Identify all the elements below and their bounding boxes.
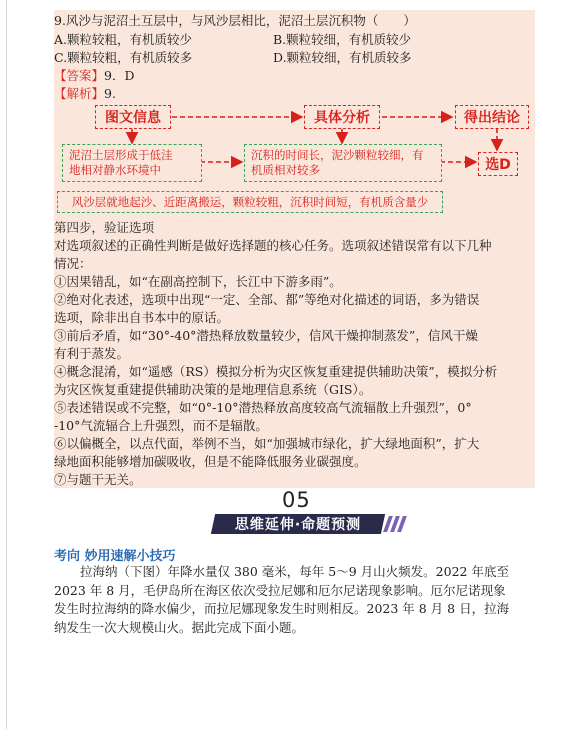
diagram-info-box bbox=[62, 144, 202, 182]
diagram-analysis-line1: 沉积的时间长，泥沙颗粒较细，有 bbox=[251, 148, 424, 162]
diagram-info-line1: 泥沼土层形成于低洼 bbox=[69, 148, 173, 162]
step4-line: ①因果错乱，如“在副高控制下，长江中下游多雨”。 bbox=[54, 274, 342, 289]
answer-tag: 【答案】 bbox=[54, 68, 105, 83]
analysis-tag: 【解析】 bbox=[54, 86, 105, 101]
diagram-bottom-note: 风沙层就地起沙、近距离搬运，颗粒较粗，沉积时间短，有机质含量少 bbox=[57, 191, 443, 213]
step4-line: ⑦与题干无关。 bbox=[54, 472, 142, 487]
section-title: 思维延伸·命题预测 bbox=[234, 517, 362, 533]
step4-line: 对选项叙述的正确性判断是做好选择题的核心任务。选项叙述错误常有以下几种 bbox=[54, 238, 492, 253]
option-d: D.颗粒较细，有机质较多 bbox=[273, 50, 412, 65]
diagram-analysis-line2: 机质相对较多 bbox=[251, 163, 320, 177]
step4-line: ④概念混淆，如“遥感（RS）模拟分析为灾区恢复重建提供辅助决策”，模拟分析 bbox=[54, 364, 498, 379]
step4-line: ②绝对化表述，选项中出现“一定、全部、都”等绝对化描述的词语，多为错误 bbox=[54, 292, 480, 307]
analysis-value: 9. bbox=[104, 86, 116, 101]
option-a: A.颗粒较粗，有机质较少 bbox=[54, 32, 193, 47]
step4-line: ⑥以偏概全，以点代面，举例不当，如“加强城市绿化，扩大绿地面积”，扩大 bbox=[54, 436, 480, 451]
intro-paragraph bbox=[54, 563, 535, 637]
option-b: B.颗粒较细，有机质较少 bbox=[273, 32, 412, 47]
option-c: C.颗粒较粗，有机质较多 bbox=[54, 50, 193, 65]
step4-title: 第四步，验证选项 bbox=[54, 220, 155, 235]
step4-line: 情况： bbox=[54, 256, 92, 271]
step4-line: ③前后矛盾，如“30°-40°潜热释放数量较少，信风干燥抑制蒸发”，信风干燥 bbox=[54, 328, 478, 343]
paragraph-line: 纳发生一次大规模山火。据此完成下面小题。 bbox=[54, 619, 305, 635]
diagram-conclusion-box: 选D bbox=[478, 152, 518, 176]
paragraph-line: 2023 年 8 月，毛伊岛所在海区依次受拉尼娜和厄尔尼诺现象影响。厄尔尼诺现象 bbox=[54, 582, 506, 598]
step4-line: 为灾区恢复重建提供辅助决策的是地理信息系统（GIS）。 bbox=[54, 382, 372, 397]
diagram-head-conclusion: 得出结论 bbox=[455, 105, 529, 129]
answer-value: 9．D bbox=[104, 68, 135, 83]
step4-line: 绿地面积能够增加碳吸收，但是不能降低服务业碳强度。 bbox=[54, 454, 367, 469]
diagram-head-info: 图文信息 bbox=[95, 105, 171, 129]
kaoxiang-heading: 考向 妙用速解小技巧 bbox=[54, 549, 176, 564]
paragraph-line: 发生时拉海纳的降水偏少，而拉尼娜现象发生时则相反。2023 年 8 月 8 日，拉海 bbox=[54, 601, 510, 617]
diagram-head-analysis: 具体分析 bbox=[304, 105, 380, 129]
paragraph-line: 拉海纳（下图）年降水量仅 380 毫米，每年 5～9 月山火频发。2022 年底至 bbox=[80, 564, 509, 579]
question-stem: 9.风沙与泥沼土互层中，与风沙层相比，泥沼土层沉积物（ ） bbox=[54, 13, 416, 28]
step4-line: ⑤表述错误或不完整，如“0°-10°潜热释放高度较高气流辐散上升强烈”，0° bbox=[54, 400, 472, 415]
step4-line: 选项，除非出自书本中的原话。 bbox=[54, 310, 230, 325]
diagram-info-line2: 地相对静水环境中 bbox=[69, 163, 161, 177]
step4-line: -10°气流辐合上升强烈，而不是辐散。 bbox=[54, 418, 268, 433]
diagram-analysis-box bbox=[244, 144, 442, 182]
section-number: 05 bbox=[282, 488, 311, 512]
step4-line: 有利于蒸发。 bbox=[54, 346, 130, 361]
